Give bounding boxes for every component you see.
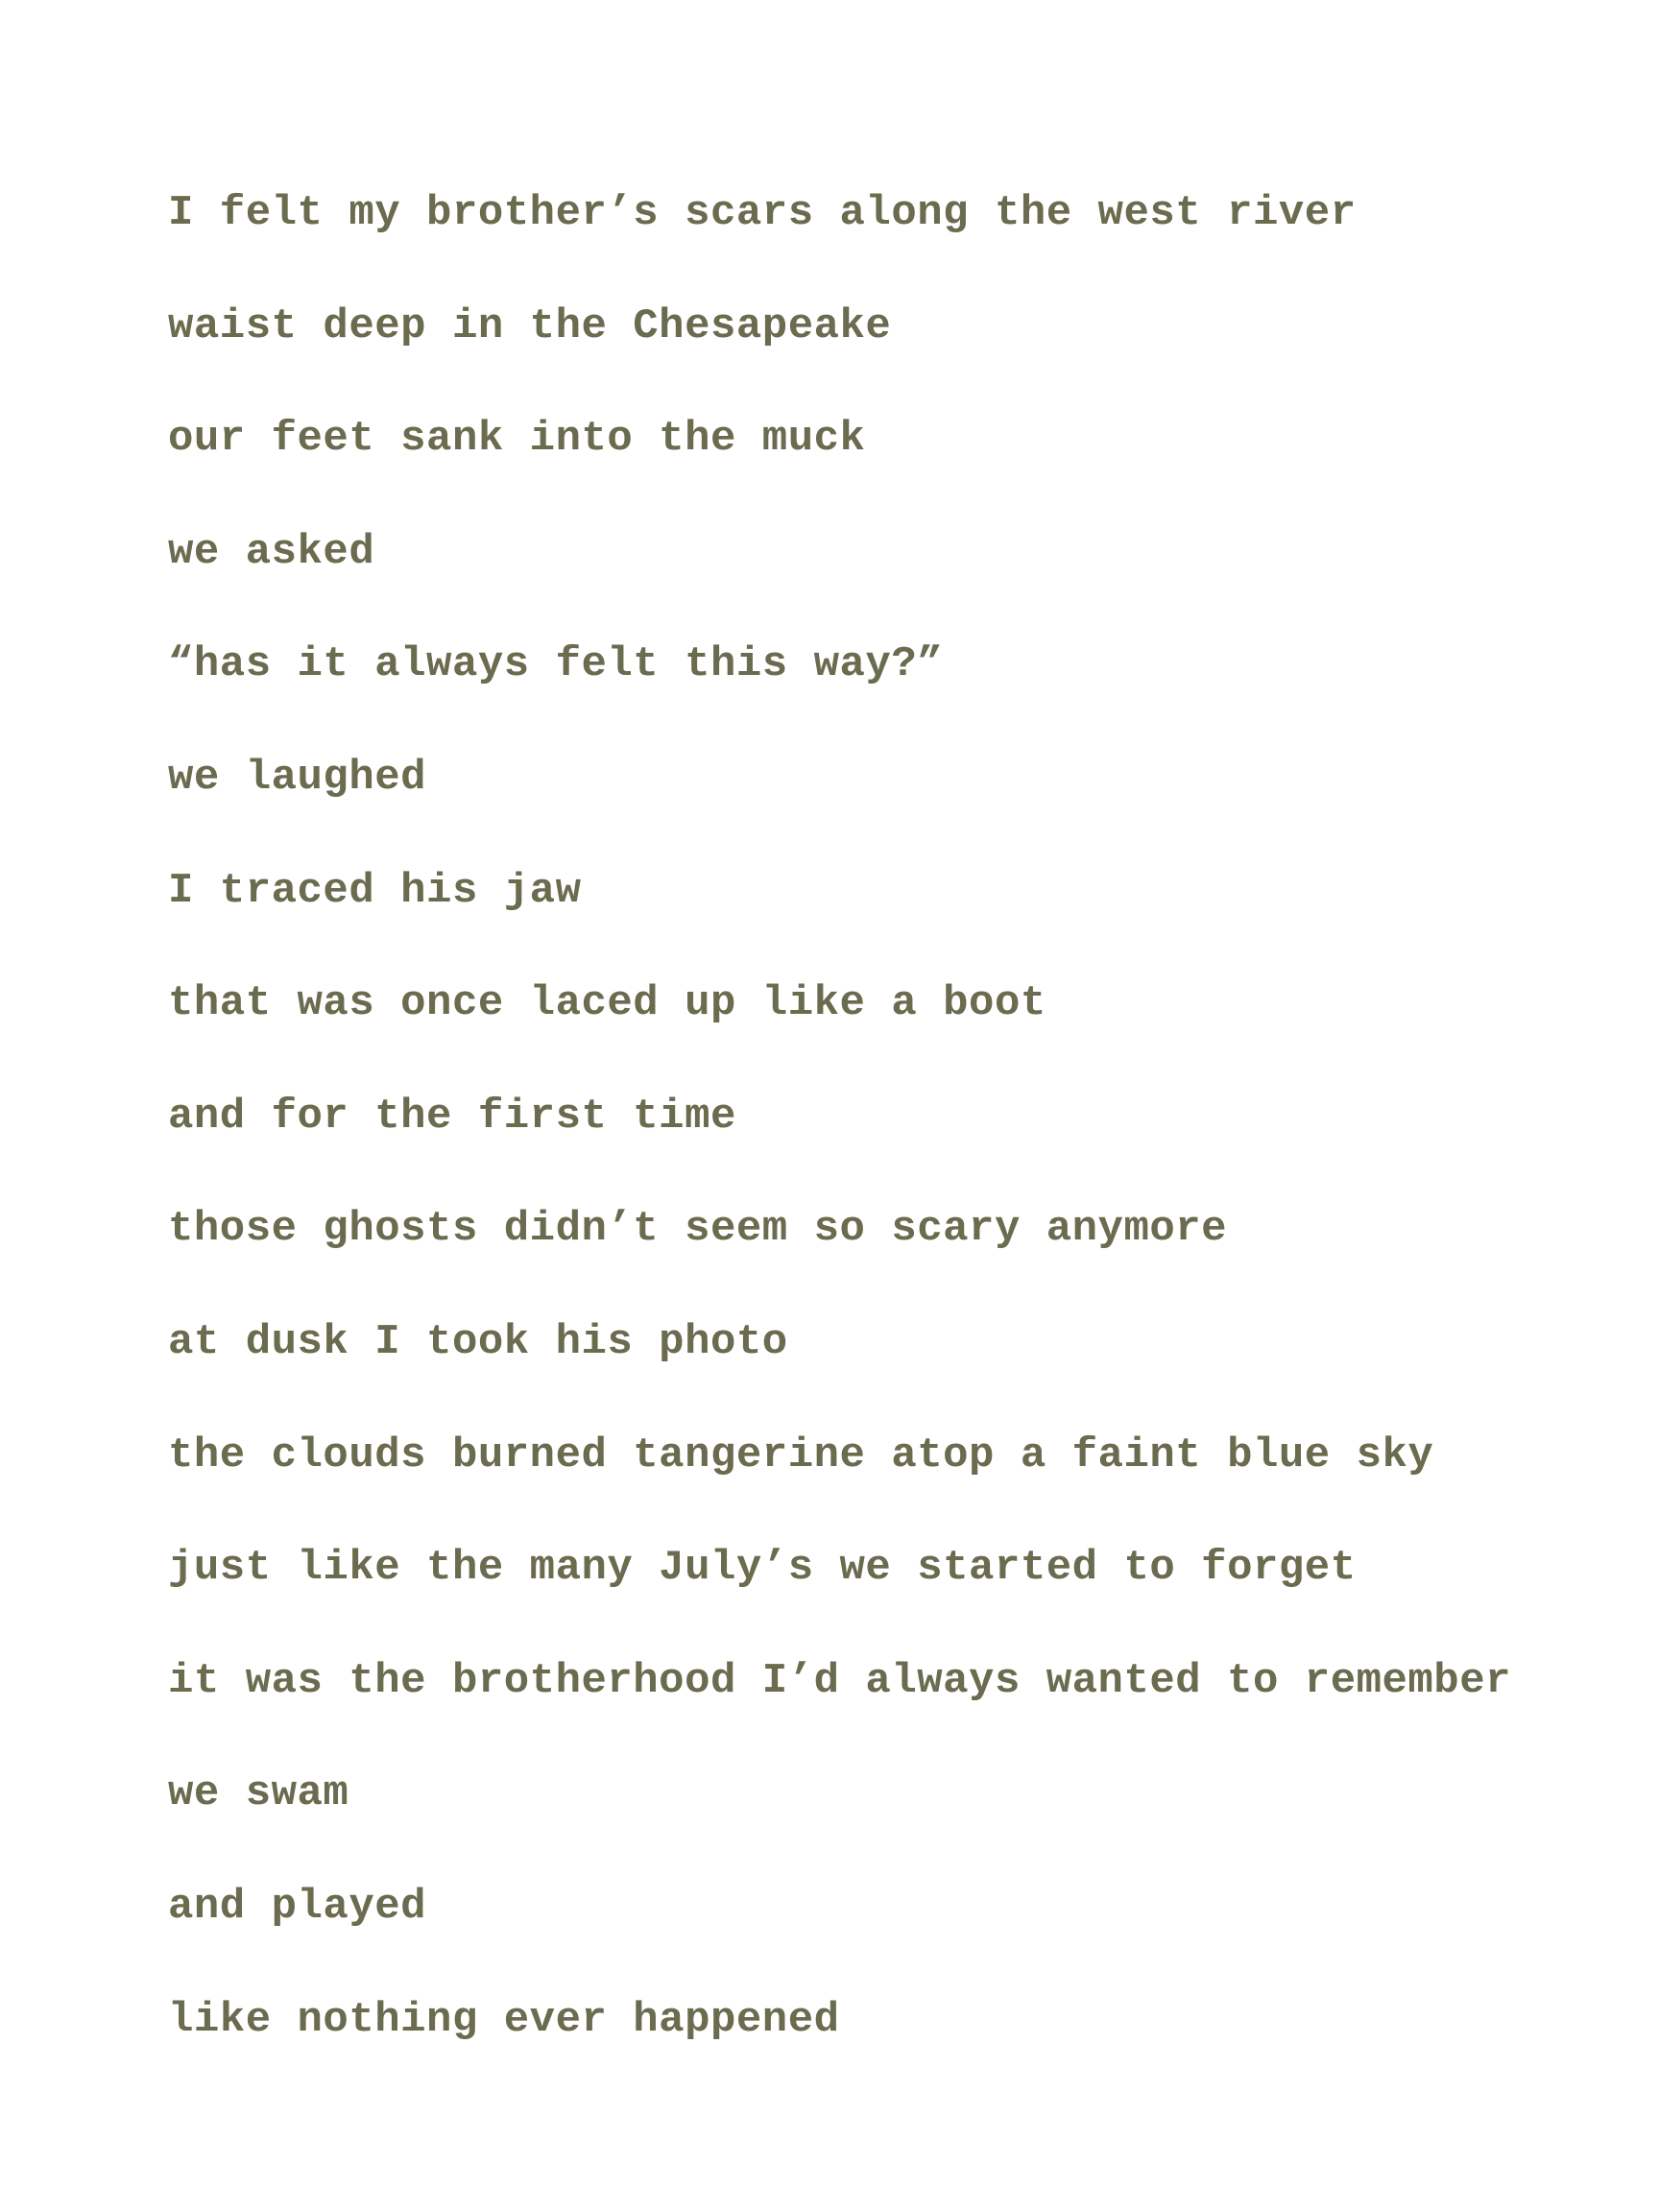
poem-line: and for the first time [168, 1092, 736, 1141]
poem-line: waist deep in the Chesapeake [168, 301, 892, 350]
poem-line: we swam [168, 1769, 349, 1818]
poem-line: it was the brotherhood I’d always wanted to remember [168, 1656, 1512, 1705]
poem-line: at dusk I took his photo [168, 1317, 788, 1366]
poem-line: like nothing ever happened [168, 1995, 840, 2044]
poem-line: I felt my brother’s scars along the west river [168, 189, 1357, 237]
poem-line: “has it always felt this way?” [168, 640, 944, 689]
poem-line: and played [168, 1882, 427, 1931]
poem-line: that was once laced up like a boot [168, 979, 1046, 1028]
poem-line: we laughed [168, 753, 427, 802]
poem-line: we asked [168, 527, 375, 576]
poem-line: the clouds burned tangerine atop a faint blue sky [168, 1431, 1434, 1479]
poem-line: I traced his jaw [168, 866, 582, 915]
poem-line: those ghosts didn’t seem so scary anymore [168, 1205, 1228, 1254]
poem-line: just like the many July’s we started to forget [168, 1544, 1357, 1593]
poem-body [168, 184, 1608, 2104]
poem-line: our feet sank into the muck [168, 415, 866, 464]
